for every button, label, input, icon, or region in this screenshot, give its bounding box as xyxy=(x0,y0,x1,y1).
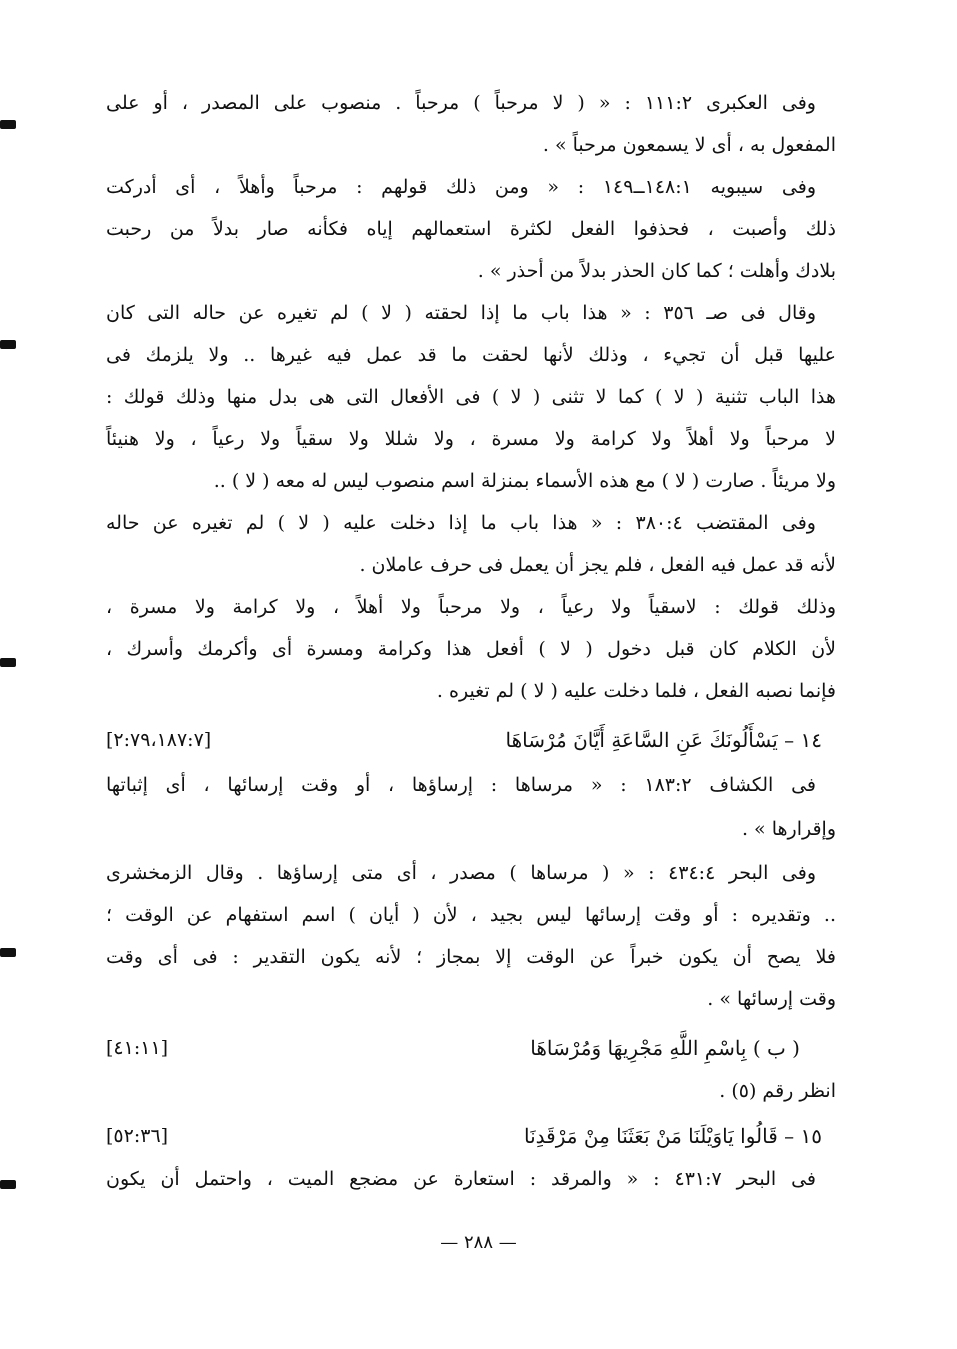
verse-text: ( ب ) بِاسْمِ اللَّهِ مَجْرِيهَا وَمُرْسَاهَا xyxy=(530,1036,800,1060)
text-line: .. وتقديره : أو وقت إرسائها ليس بجيد ، لأن ( أيان ) اسم استفهام عن الوقت ؛ xyxy=(106,904,836,926)
text-line: وفى المقتضب ٣٨٠:٤ : « هذا باب ما إذا دخلت عليه ( لا ) لم تغيره عن حاله xyxy=(106,512,816,534)
text-line: وقال فى صـ ٣٥٦ : « هذا باب ما إذا لحقته ( لا ) لم تغيره عن حاله التى كان xyxy=(106,302,817,324)
text-line: لا مرحباً ولا أهلاً ولا كرامة ولا مسرة ، ولا شللا ولا سقياً ولا رعياً ، ولا هنيئاً xyxy=(106,428,836,450)
verse-text: ١٤ – يَسْأَلُونَكَ عَنِ السَّاعَةِ أَيَّانَ مُرْسَاهَا xyxy=(505,728,822,752)
text-line: وفى البحر ٤٣٤:٤ : « ( مرساها ) مصدر ، أى متى إرساؤها . وقال الزمخشرى xyxy=(106,862,816,884)
verse-reference: [٢:٧٩،١٨٧:٧] xyxy=(106,729,212,751)
verse-15 xyxy=(106,1116,836,1156)
text-line: المفعول به ، أى لا يسمعون مرحباً » . xyxy=(542,134,836,156)
text-line: عليها قبل أن تجيء ، وذلك لأنها لحقت ما قد عمل فيه غيرها .. ولا يلزمك فى xyxy=(106,344,836,366)
text-line: وفى سيبويه ١٤٨:١ــ١٤٩ : « ومن ذلك قولهم : مرحباً وأهلاً ، أى أدركت xyxy=(106,176,816,198)
text-line: فإنما نصبه الفعل ، فلما دخلت عليه ( لا ) لم تغيره . xyxy=(436,680,836,702)
binding-mark xyxy=(0,1180,16,1189)
text-line: بلادك وأهلت ؛ كما كان الحذر بدلاً من أحذر » . xyxy=(477,260,836,282)
text-line: فى الكشاف ١٨٣:٢ : « مرساها : إرساؤها ، أو وقت إرسائها ، أى إثباتها xyxy=(106,774,816,796)
text-line: فلا يصح أن يكون خبراً عن الوقت إلا بمجاز ؛ لأنه يكون التقدير : فى أى وقت xyxy=(106,946,836,968)
verse-text: ١٥ – قَالُوا يَاوَيْلَنَا مَنْ بَعَثَنَا مِنْ مَرْقَدِنَا xyxy=(524,1124,822,1148)
binding-mark xyxy=(0,340,16,349)
text-line: لأن الكلام كان قبل دخول ( لا ) أفعل هذا وكرامة ومسرة أى وأكرمك وأسرك ، xyxy=(106,638,836,660)
text-line: وفى العكبرى ١١١:٢ : « ( لا مرحباً ) مرحباً . منصوب على المصدر ، أو على xyxy=(106,92,816,114)
page-number: — ٢٨٨ — xyxy=(440,1232,517,1253)
verse-reference: [٤١:١١] xyxy=(106,1037,169,1059)
text-line: ولا مريئاً . صارت ( لا ) مع هذه الأسماء بمنزلة اسم منصوب ليس له معه ( لا ) .. xyxy=(213,470,836,492)
binding-mark xyxy=(0,658,16,667)
text-line: وذلك قولك : لاسقياً ولا رعياً ، ولا مرحباً ولا أهلاً ، ولا كرامة ولا مسرة ، xyxy=(106,596,836,618)
binding-mark xyxy=(0,120,16,129)
verse-b xyxy=(106,1028,836,1068)
text-line: هذا الباب تثنية ( لا ) كما لا تثنى ( لا ) فى الأفعال التى هى بدل منها وذلك قولك : xyxy=(106,386,836,408)
text-line: وإقرارها » . xyxy=(741,818,836,840)
text-line: وقت إرسائها » . xyxy=(707,988,836,1010)
text-line: انظر رقم (٥) . xyxy=(719,1080,836,1102)
binding-mark xyxy=(0,948,16,957)
verse-14 xyxy=(106,720,836,760)
text-line: ذلك وأصبت ، فحذفوا الفعل لكثرة استعمالهم إياه فكأنه صار بدلاً من رحبت xyxy=(106,218,836,240)
verse-reference: [٥٢:٣٦] xyxy=(106,1125,169,1147)
text-line: فى البحر ٤٣١:٧ : « والمرقد : استعارة عن مضجع الميت ، واحتمل أن يكون xyxy=(106,1168,816,1190)
text-line: لأنه قد عمل فيه الفعل ، فلم يجز أن يعمل فى حرف عاملان . xyxy=(359,554,836,576)
